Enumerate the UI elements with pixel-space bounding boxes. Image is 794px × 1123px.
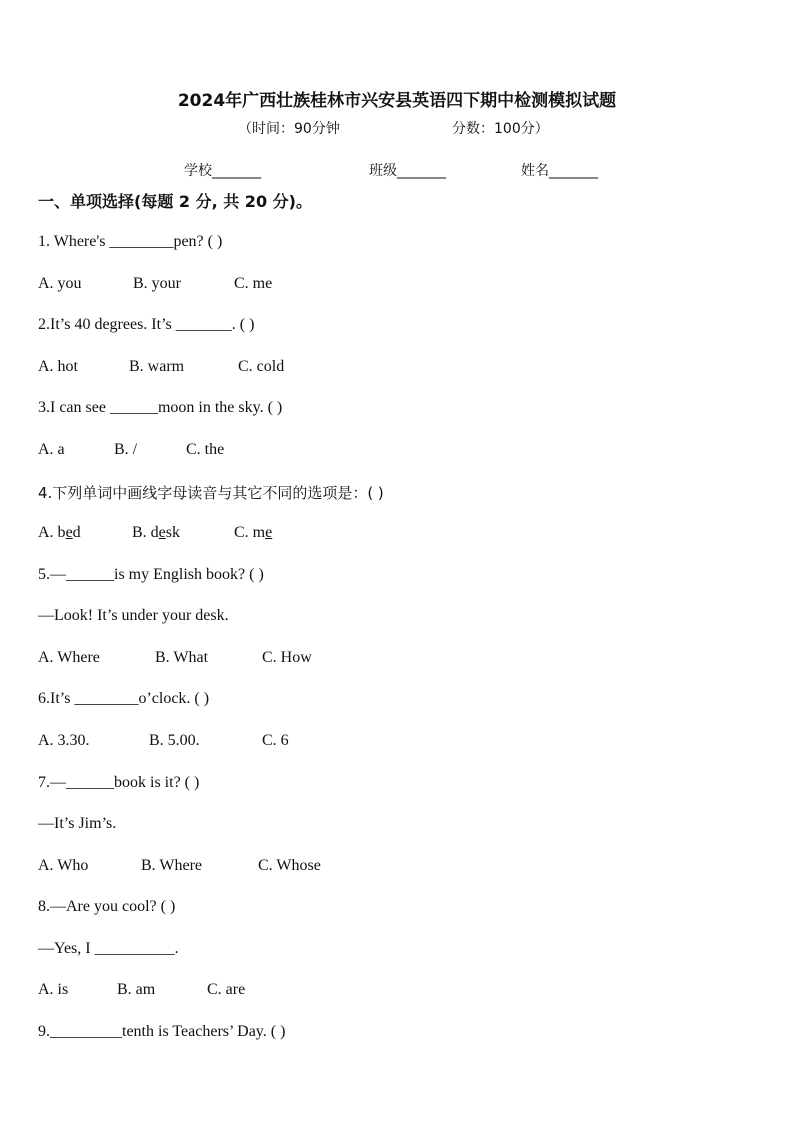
q4-option-a: A. bed bbox=[38, 524, 81, 541]
q7-option-c: C. Whose bbox=[258, 857, 321, 874]
q8-option-a: A. is bbox=[38, 981, 69, 998]
question-4: 4.下列单词中画线字母读音与其它不同的选项是：( ) bbox=[38, 484, 384, 502]
q6-option-a: A. 3.30. bbox=[38, 732, 90, 749]
q8-option-c: C. are bbox=[207, 981, 246, 998]
question-1: 1. Where's ________pen? ( ) bbox=[38, 233, 223, 250]
q6-option-b: B. 5.00. bbox=[149, 732, 200, 749]
q2-option-c: C. cold bbox=[238, 358, 285, 375]
q1-option-a: A. you bbox=[38, 275, 82, 292]
question-8-reply: —Yes, I __________. bbox=[38, 940, 179, 957]
q2-option-b: B. warm bbox=[129, 358, 185, 375]
question-9: 9._________tenth is Teachers’ Day. ( ) bbox=[38, 1023, 286, 1040]
time-limit: （时间：90分钟 bbox=[238, 121, 340, 137]
q2-option-a: A. hot bbox=[38, 358, 78, 375]
question-3: 3.I can see ______moon in the sky. ( ) bbox=[38, 399, 283, 416]
question-5-reply: —Look! It’s under your desk. bbox=[38, 607, 229, 624]
q1-option-c: C. me bbox=[234, 275, 273, 292]
q6-option-c: C. 6 bbox=[262, 732, 289, 749]
q4-option-b: B. desk bbox=[132, 524, 181, 541]
total-score: 分数：100分） bbox=[452, 121, 549, 137]
name-field: 姓名_______ bbox=[521, 163, 598, 179]
q8-option-b: B. am bbox=[117, 981, 156, 998]
question-7-reply: —It’s Jim’s. bbox=[38, 815, 117, 832]
question-6: 6.It’s ________o’clock. ( ) bbox=[38, 690, 210, 707]
q7-option-a: A. Who bbox=[38, 857, 89, 874]
school-field: 学校_______ bbox=[184, 163, 261, 179]
q5-option-b: B. What bbox=[155, 649, 209, 666]
q1-option-b: B. your bbox=[133, 275, 181, 292]
q5-option-c: C. How bbox=[262, 649, 312, 666]
question-2: 2.It’s 40 degrees. It’s _______. ( ) bbox=[38, 316, 255, 333]
q3-option-c: C. the bbox=[186, 441, 225, 458]
question-8: 8.—Are you cool? ( ) bbox=[38, 898, 176, 915]
q3-option-b: B. / bbox=[114, 441, 138, 458]
section-heading: 一、单项选择(每题 2 分, 共 20 分)。 bbox=[38, 192, 312, 211]
question-7: 7.—______book is it? ( ) bbox=[38, 774, 200, 791]
q5-option-a: A. Where bbox=[38, 649, 100, 666]
q7-option-b: B. Where bbox=[141, 857, 203, 874]
q3-option-a: A. a bbox=[38, 441, 65, 458]
page-title: 2024年广西壮族桂林市兴安县英语四下期中检测模拟试题 bbox=[177, 91, 617, 111]
q4-option-c: C. me bbox=[234, 524, 273, 541]
question-5: 5.—______is my English book? ( ) bbox=[38, 566, 264, 583]
class-field: 班级_______ bbox=[369, 163, 446, 179]
